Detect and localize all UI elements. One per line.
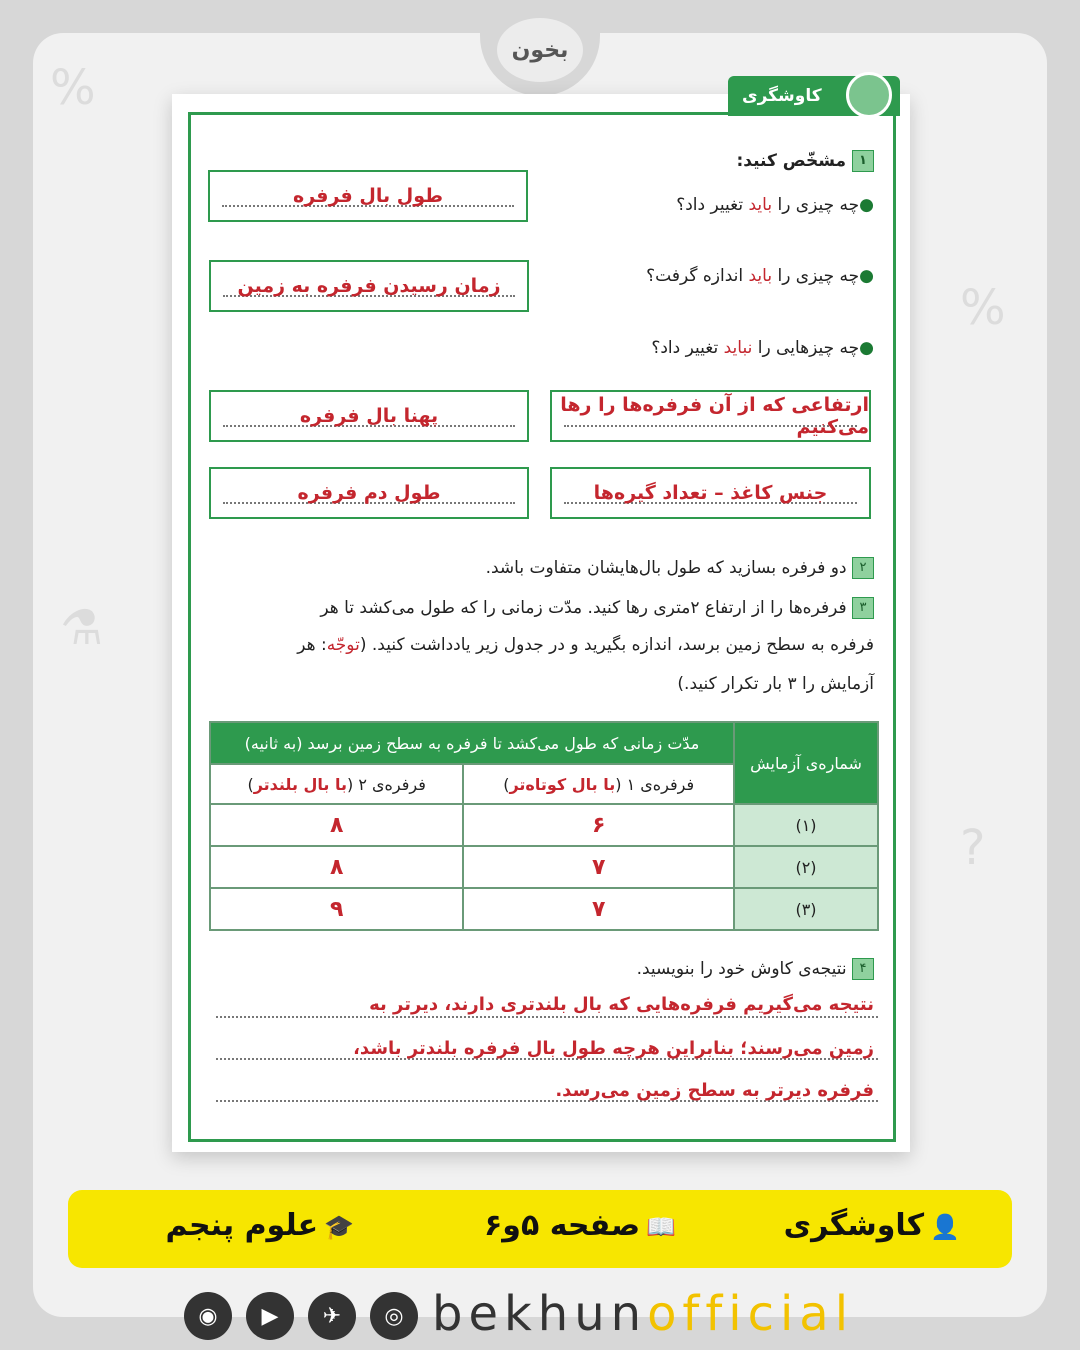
q4-number: ۴ [852, 958, 874, 980]
trial-cell: (۳) [734, 888, 878, 930]
spinner2-cell: ۸ [210, 846, 463, 888]
info-bar [68, 1190, 1012, 1268]
table-row [210, 846, 878, 888]
topic-label: 👤کاوشگری [783, 1208, 960, 1243]
spinner2-cell: ۹ [210, 888, 463, 930]
graduation-cap-icon: 🎓 [324, 1213, 354, 1241]
page-label: 📖صفحه ۵و۶ [483, 1208, 676, 1243]
book-icon: 📖 [646, 1213, 676, 1241]
instagram-icon[interactable]: ◎ [370, 1292, 418, 1340]
watermark-icon: % [960, 280, 1006, 336]
film-icon[interactable]: ◉ [184, 1292, 232, 1340]
spinner1-cell: ۷ [463, 888, 734, 930]
q1-prompt: ۱ مشخّص کنید: [737, 150, 875, 172]
answer-box: زمان رسیدن فرفره به زمین [209, 260, 529, 312]
q2-number: ۲ [852, 557, 874, 579]
answer-box: طول دم فرفره [209, 467, 529, 519]
q4-prompt: ۴ نتیجه‌ی کاوش خود را بنویسید. [637, 958, 874, 980]
trial-cell: (۲) [734, 846, 878, 888]
col-spinner1-header: فرفره‌ی ۱ (با بال کوتاه‌تر) [463, 764, 734, 804]
table-row [210, 804, 878, 846]
table-row [210, 888, 878, 930]
q1-item-2: ●چه چیزی را باید اندازه گرفت؟ [646, 266, 874, 286]
col-trial-header: شماره‌ی آزمایش [734, 722, 878, 804]
trial-cell: (۱) [734, 804, 878, 846]
conclusion-line-1: نتیجه می‌گیریم فرفره‌هایی که بال بلندتری دارند، دیرتر به [369, 994, 874, 1015]
answer-box: پهنا بال فرفره [209, 390, 529, 442]
q3-line-3: آزمایش را ۳ بار تکرار کنید.) [677, 674, 874, 694]
section-tab: کاوشگری [728, 76, 900, 116]
conclusion-line-2: زمین می‌رسند؛ بنابراین هرچه طول بال فرفره بلندتر باشد، [353, 1038, 874, 1059]
q2-text: ۲ دو فرفره بسازید که طول بال‌هایشان متفاوت باشد. [486, 557, 874, 579]
watermark-icon: ⚗ [60, 600, 104, 656]
telegram-icon[interactable]: ✈ [308, 1292, 356, 1340]
q3-line-2: فرفره به سطح زمین برسد، اندازه بگیرید و در جدول زیر یادداشت کنید. (توجّه: هر [297, 635, 874, 655]
col-spinner2-header: فرفره‌ی ۲ (با بال بلندتر) [210, 764, 463, 804]
q3-number: ۳ [852, 597, 874, 619]
q3-line-1: ۳ فرفره‌ها را از ارتفاع ۲متری رها کنید. مدّت زمانی را که طول می‌کشد تا هر [320, 597, 874, 619]
scientist-icon: 👤 [930, 1213, 960, 1241]
scientist-icon [846, 72, 892, 118]
brand-name: bekhunofficial [432, 1286, 855, 1342]
watermark-icon: ? [960, 820, 986, 876]
col-time-header: مدّت زمانی که طول می‌کشد تا فرفره به سطح زمین برسد (به ثانیه) [210, 722, 734, 764]
watermark-icon: % [50, 60, 96, 116]
spinner2-cell: ۸ [210, 804, 463, 846]
answer-box: جنس کاغذ – تعداد گیره‌ها [550, 467, 871, 519]
q1-item-3: ●چه چیزهایی را نباید تغییر داد؟ [651, 338, 874, 358]
answer-line [216, 1016, 878, 1018]
q1-item-1: ●چه چیزی را باید تغییر داد؟ [676, 195, 874, 215]
youtube-icon[interactable]: ▶ [246, 1292, 294, 1340]
logo-icon: بخون [497, 18, 583, 82]
answer-box: طول بال فرفره [208, 170, 528, 222]
results-table [209, 721, 879, 931]
subject-label: 🎓علوم پنجم [165, 1208, 354, 1243]
spinner1-cell: ۶ [463, 804, 734, 846]
spinner1-cell: ۷ [463, 846, 734, 888]
q1-number: ۱ [852, 150, 874, 172]
conclusion-line-3: فرفره دیرتر به سطح زمین می‌رسد. [555, 1080, 874, 1101]
answer-box: ارتفاعی که از آن فرفره‌ها را رها می‌کنیم [550, 390, 871, 442]
